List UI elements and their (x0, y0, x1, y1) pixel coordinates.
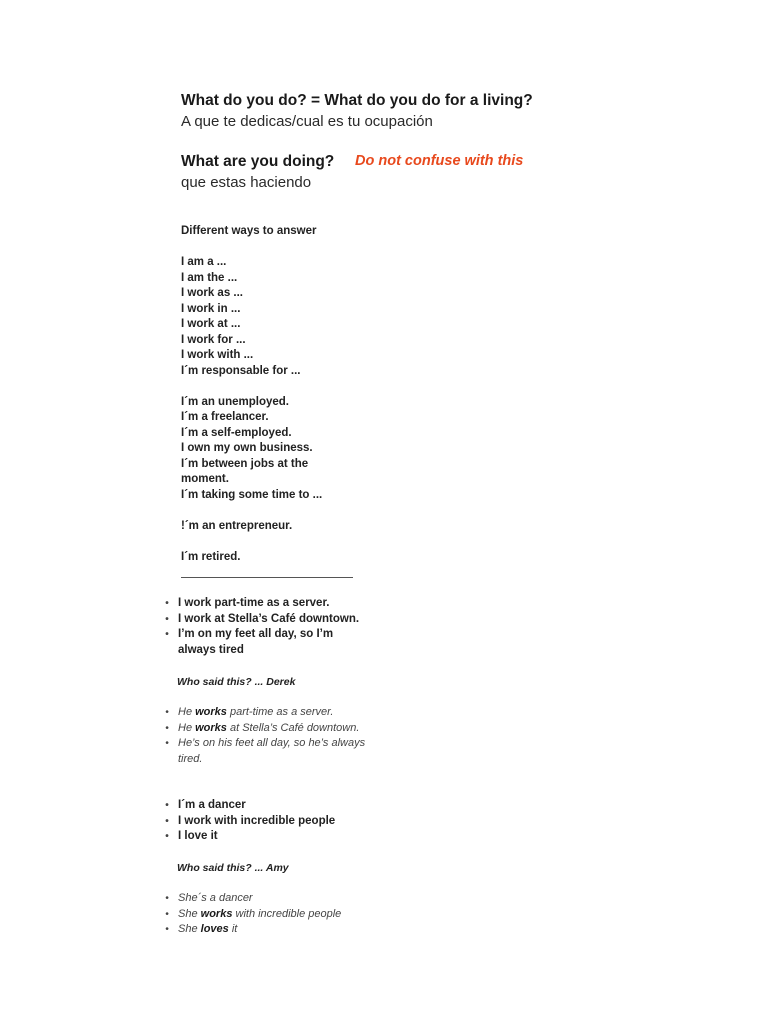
answer-item: I am a ... (181, 256, 227, 268)
list-item: • I work part-time as a server. (165, 597, 330, 609)
question1-title: What do you do? = What do you do for a living? (181, 92, 533, 109)
answer-item: I´m a self-employed. (181, 426, 292, 439)
answer-item: I´m between jobs at the (181, 457, 309, 470)
list-item: • He works part-time as a server. (165, 706, 334, 718)
list-item: • I work with incredible people (165, 814, 336, 827)
answer-item: I´m retired. (181, 550, 241, 563)
list-item: • She´s a dancer (165, 892, 253, 904)
question2-title: What are you doing? (181, 153, 335, 170)
list-item: • I work at Stella’s Café downtown. (165, 612, 360, 625)
derek-rephrased (162, 705, 365, 767)
answer-item: I work at ... (181, 318, 241, 330)
list-item: tired. (178, 752, 203, 765)
question2-translation: que estas haciendo (181, 174, 312, 191)
list-item: • She works with incredible people (165, 907, 342, 920)
answer-item: !´m an entrepreneur. (181, 519, 293, 532)
amy-rephrased (162, 891, 341, 938)
amy-statements (162, 798, 335, 845)
answer-item: I work with ... (181, 349, 254, 361)
answers-heading: Different ways to answer (181, 225, 317, 237)
answer-item: I work in ... (181, 302, 241, 315)
list-item: • She loves it (165, 923, 238, 935)
derek-statements (162, 596, 359, 658)
answer-item: I´m a freelancer. (181, 411, 269, 423)
answer-list (181, 255, 322, 565)
answer-item: I work for ... (181, 333, 246, 346)
list-item: • I´m a dancer (165, 799, 246, 811)
list-item: • He works at Stella’s Café downtown. (165, 721, 360, 734)
answer-item: I work as ... (181, 287, 243, 299)
derek-who-said: Who said this? ... Derek (177, 676, 296, 688)
answer-item: I´m responsable for ... (181, 364, 301, 377)
list-item: • He’s on his feet all day, so he’s always (165, 737, 366, 749)
answer-item: moment. (181, 473, 229, 485)
answer-item: I´m taking some time to ... (181, 488, 323, 501)
list-item: always tired (178, 643, 244, 656)
confusion-warning: Do not confuse with this (355, 153, 524, 169)
answer-item: I´m an unemployed. (181, 395, 289, 408)
section-divider (181, 577, 353, 578)
answer-item: I own my own business. (181, 442, 313, 454)
amy-who-said: Who said this? ... Amy (177, 862, 289, 874)
list-item: • I’m on my feet all day, so I’m (165, 628, 334, 640)
answer-item: I am the ... (181, 271, 238, 284)
question1-translation: A que te dedicas/cual es tu ocupación (181, 113, 433, 130)
list-item: • I love it (165, 830, 218, 842)
